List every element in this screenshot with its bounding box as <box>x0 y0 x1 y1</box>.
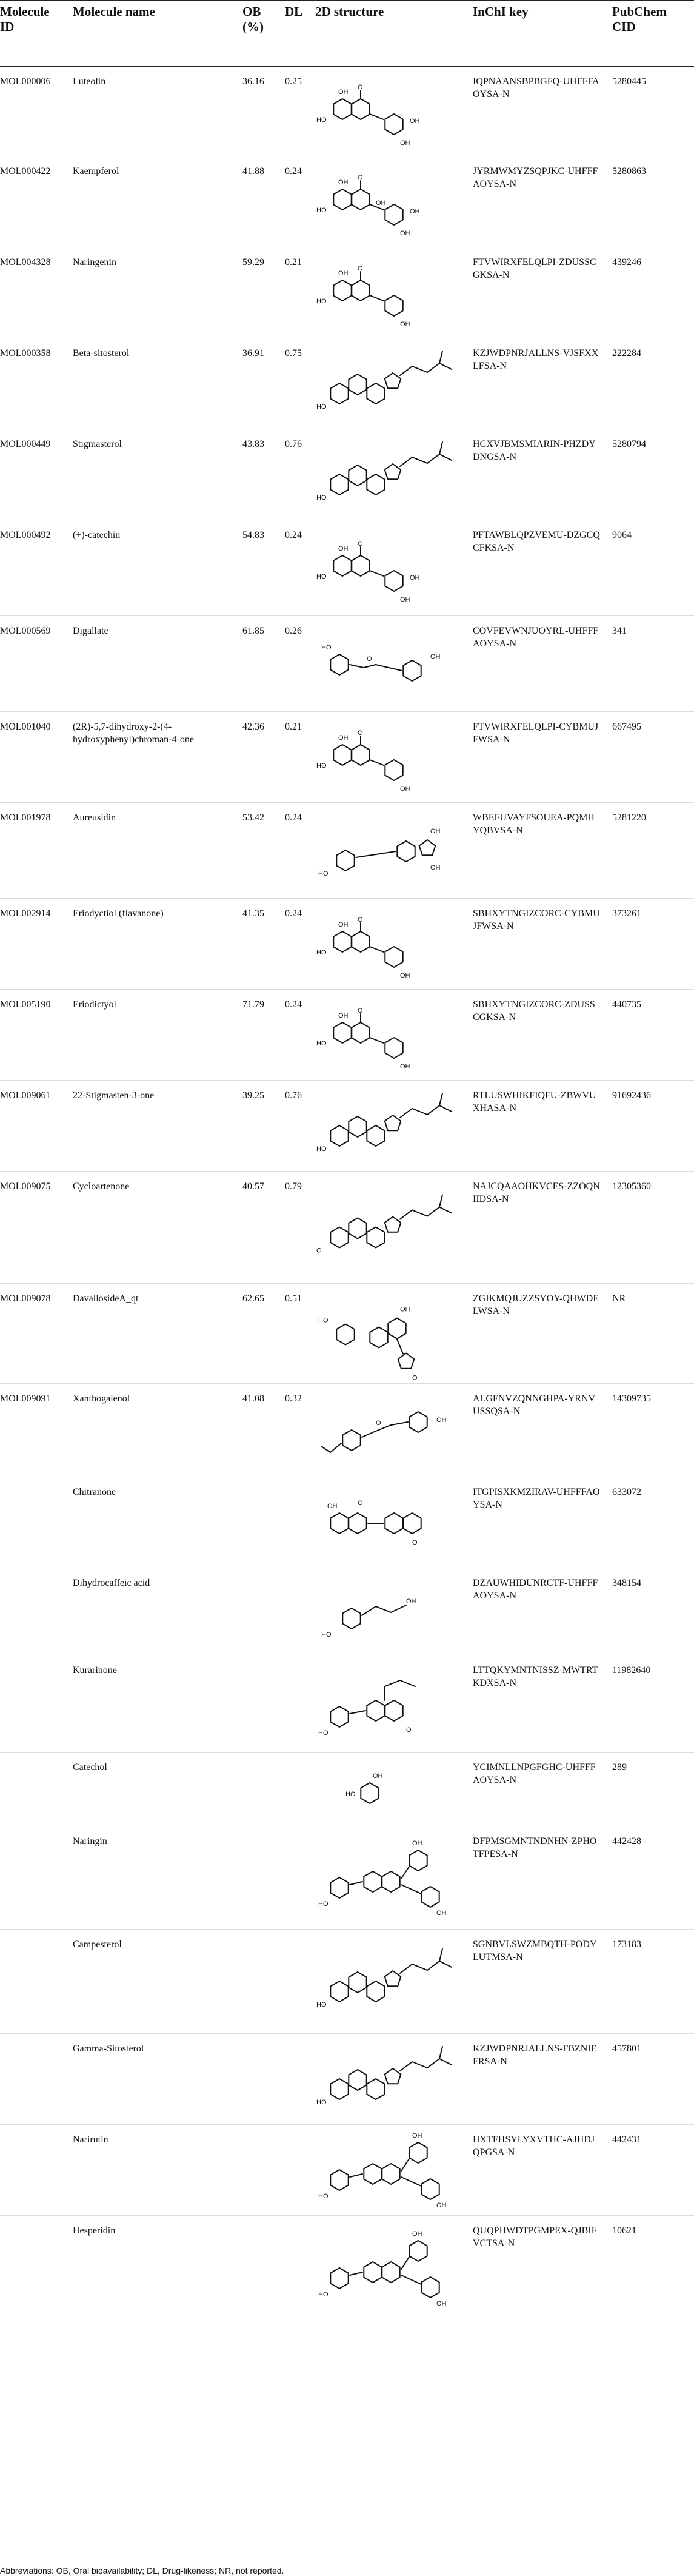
dl-cell: 0.79 <box>285 1181 302 1192</box>
structure-diagram <box>315 1175 461 1281</box>
header-dl: DL <box>285 4 303 19</box>
svg-text:HO: HO <box>316 949 327 956</box>
table-row <box>0 67 694 156</box>
molecule-id-cell: MOL000358 <box>0 348 51 358</box>
svg-text:OH: OH <box>400 972 410 979</box>
molecule-id-cell <box>0 2125 58 2133</box>
table-row <box>0 1477 694 1568</box>
structure-cell <box>315 990 464 1078</box>
inchi-key-cell: ITGPISXKMZIRAV-UHFFFAOYSA-N <box>473 1487 600 1510</box>
structure-diagram <box>315 160 461 245</box>
pubchem-cid-cell: 5280863 <box>612 166 646 176</box>
pubchem-cid-cell: 667495 <box>612 722 641 732</box>
inchi-key-cell: QUQPHWDTPGMPEX-QJBIFVCTSA-N <box>473 2225 597 2249</box>
ob-cell: 71.79 <box>242 999 264 1010</box>
structure-cell <box>315 1826 464 1927</box>
dl-cell: 0.32 <box>285 1394 302 1404</box>
dl-cell: 0.51 <box>285 1293 302 1304</box>
molecule-name-cell: (2R)-5,7-dihydroxy-2-(4-hydroxyphenyl)chroman-4-one <box>73 722 194 745</box>
svg-text:OH: OH <box>436 2300 447 2307</box>
molecule-name-cell: Narirutin <box>73 2135 108 2145</box>
structure-diagram <box>315 1659 461 1750</box>
ob-cell: 42.36 <box>242 722 264 732</box>
pubchem-cid-cell: 91692436 <box>612 1090 651 1101</box>
molecule-id-cell: MOL001978 <box>0 813 51 823</box>
structure-diagram <box>315 902 461 987</box>
structure-cell <box>315 1081 464 1169</box>
molecule-name-cell: Xanthogalenol <box>73 1394 130 1404</box>
structure-diagram <box>315 1084 461 1169</box>
svg-text:OH: OH <box>412 2230 422 2238</box>
structure-diagram <box>315 342 461 427</box>
header-molecule-id: Molecule ID <box>0 4 50 34</box>
dl-cell <box>285 1568 312 1577</box>
svg-text:OH: OH <box>338 270 349 277</box>
dl-cell <box>285 1655 312 1664</box>
header-structure: 2D structure <box>315 4 384 19</box>
molecule-name-cell: Campesterol <box>73 1939 122 1950</box>
table-footnote: Abbreviations: OB, Oral bioavailability; DL, Drug-likeness; NR, not reported. <box>0 2563 694 2575</box>
molecule-name-cell: Dihydrocaffeic acid <box>73 1578 150 1588</box>
structure-cell <box>315 803 464 896</box>
ob-cell <box>242 2216 279 2224</box>
structure-diagram <box>315 1387 461 1475</box>
structure-cell <box>315 1568 464 1653</box>
svg-text:OH: OH <box>327 1503 338 1510</box>
svg-text:OH: OH <box>436 2202 447 2209</box>
svg-text:HO: HO <box>321 1631 332 1639</box>
svg-text:O: O <box>358 1500 363 1507</box>
molecule-id-cell: MOL000449 <box>0 439 51 449</box>
ob-cell <box>242 2125 279 2133</box>
svg-text:OH: OH <box>410 118 420 125</box>
table-header <box>0 0 694 67</box>
svg-text:OH: OH <box>376 200 386 207</box>
ob-cell <box>242 1930 279 1938</box>
table-row <box>0 1568 694 1655</box>
svg-text:OH: OH <box>436 1417 447 1424</box>
inchi-key-cell: DZAUWHIDUNRCTF-UHFFFAOYSA-N <box>473 1578 598 1601</box>
molecule-id-cell <box>0 1753 58 1761</box>
inchi-key-cell: JYRMWMYZSQPJKC-UHFFFAOYSA-N <box>473 166 598 189</box>
inchi-key-cell: DFPMSGMNTNDNHN-ZPHOTFPESA-N <box>473 1836 597 1859</box>
svg-text:HO: HO <box>318 1729 329 1737</box>
molecule-id-cell: MOL002914 <box>0 908 51 919</box>
molecule-name-cell: Kaempferol <box>73 166 119 176</box>
molecule-name-cell: (+)-catechin <box>73 530 121 540</box>
svg-text:OH: OH <box>338 734 349 742</box>
inchi-key-cell: YCIMNLLNPGFGHC-UHFFFAOYSA-N <box>473 1762 596 1785</box>
molecule-id-cell: MOL000492 <box>0 530 51 540</box>
table-row <box>0 1930 694 2034</box>
svg-text:HO: HO <box>316 207 327 214</box>
svg-text:HO: HO <box>316 116 327 124</box>
structure-cell <box>315 899 464 987</box>
dl-cell <box>285 2125 312 2133</box>
structure-diagram <box>315 993 461 1078</box>
structure-diagram <box>315 807 461 896</box>
inchi-key-cell: LTTQKYMNTNISSZ-MWTRTKDXSA-N <box>473 1665 598 1688</box>
inchi-key-cell: IQPNAANSBPBGFQ-UHFFFAOYSA-N <box>473 76 599 99</box>
svg-text:O: O <box>367 656 372 663</box>
molecule-id-cell <box>0 1826 58 1835</box>
svg-text:OH: OH <box>412 2132 422 2139</box>
svg-text:OH: OH <box>430 864 441 871</box>
dl-cell: 0.25 <box>285 76 302 87</box>
structure-cell <box>315 247 464 336</box>
svg-text:OH: OH <box>406 1598 416 1605</box>
svg-text:OH: OH <box>400 1306 410 1313</box>
dl-cell <box>285 1826 312 1835</box>
structure-cell <box>315 1655 464 1750</box>
svg-text:O: O <box>358 1007 363 1015</box>
svg-text:HO: HO <box>318 2291 329 2298</box>
molecule-name-cell: Chitranone <box>73 1487 116 1497</box>
svg-text:HO: HO <box>345 1791 356 1798</box>
svg-text:HO: HO <box>316 1040 327 1047</box>
dl-cell: 0.24 <box>285 166 302 176</box>
pubchem-cid-cell: 12305360 <box>612 1181 651 1192</box>
pubchem-cid-cell: 9064 <box>612 530 632 540</box>
pubchem-cid-cell: 457801 <box>612 2044 641 2054</box>
table-row <box>0 1826 694 1930</box>
table-row <box>0 338 694 429</box>
ob-cell <box>242 1568 279 1577</box>
svg-text:O: O <box>412 1539 418 1546</box>
svg-text:OH: OH <box>410 208 420 215</box>
molecule-id-cell: MOL005190 <box>0 999 51 1010</box>
molecule-id-cell <box>0 2034 58 2042</box>
structure-diagram <box>315 1830 461 1927</box>
structure-cell <box>315 1284 464 1381</box>
molecule-id-cell: MOL000006 <box>0 76 51 87</box>
structure-diagram <box>315 1481 461 1566</box>
svg-text:OH: OH <box>436 1910 447 1917</box>
structure-cell <box>315 1384 464 1475</box>
ob-cell: 36.91 <box>242 348 264 358</box>
svg-text:HO: HO <box>318 1900 329 1908</box>
structure-cell <box>315 1753 464 1824</box>
structure-diagram <box>315 1572 461 1653</box>
ob-cell: 61.85 <box>242 626 264 636</box>
structure-diagram <box>315 716 461 800</box>
dl-cell: 0.21 <box>285 257 302 267</box>
inchi-key-cell: ZGIKMQJUZZSYOY-QHWDELWSA-N <box>473 1293 599 1317</box>
molecule-name-cell: Stigmasterol <box>73 439 122 449</box>
svg-text:OH: OH <box>373 1773 383 1780</box>
svg-text:OH: OH <box>400 1063 410 1070</box>
structure-cell <box>315 156 464 245</box>
svg-text:HO: HO <box>316 573 327 580</box>
structure-diagram <box>315 2128 461 2213</box>
table-row <box>0 1284 694 1384</box>
structure-cell <box>315 2125 464 2213</box>
molecule-name-cell: Naringenin <box>73 257 116 267</box>
structure-diagram <box>315 70 461 154</box>
ob-cell: 53.42 <box>242 813 264 823</box>
ob-cell <box>242 1753 279 1761</box>
table-row <box>0 2125 694 2216</box>
pubchem-cid-cell: 348154 <box>612 1578 641 1588</box>
structure-cell <box>315 67 464 154</box>
dl-cell <box>285 2034 312 2042</box>
inchi-key-cell: RTLUSWHIKFIQFU-ZBWVUXHASA-N <box>473 1090 596 1113</box>
svg-text:OH: OH <box>338 179 349 186</box>
molecule-name-cell: DavallosideA_qt <box>73 1293 139 1304</box>
table-row <box>0 1655 694 1753</box>
table-row <box>0 1753 694 1826</box>
dl-cell <box>285 1753 312 1761</box>
table-row <box>0 1172 694 1284</box>
svg-text:HO: HO <box>316 762 327 770</box>
table-row <box>0 616 694 712</box>
svg-text:O: O <box>358 916 363 924</box>
structure-cell <box>315 2034 464 2122</box>
svg-text:HO: HO <box>316 2001 327 2008</box>
pubchem-cid-cell: 222284 <box>612 348 641 358</box>
header-pubchem-cid: PubChem CID <box>612 4 667 34</box>
ob-cell: 62.65 <box>242 1293 264 1304</box>
ob-cell: 41.08 <box>242 1394 264 1404</box>
molecule-id-cell: MOL009061 <box>0 1090 51 1101</box>
molecule-name-cell: Eriodictyol <box>73 999 116 1010</box>
svg-text:OH: OH <box>430 653 441 660</box>
svg-text:O: O <box>358 174 363 181</box>
svg-text:OH: OH <box>410 574 420 582</box>
molecule-id-cell: MOL001040 <box>0 722 51 732</box>
table-row <box>0 2034 694 2125</box>
ob-cell <box>242 1655 279 1664</box>
dl-cell: 0.24 <box>285 813 302 823</box>
svg-text:HO: HO <box>316 403 327 411</box>
inchi-key-cell: NAJCQAAOHKVCES-ZZOQNIIDSA-N <box>473 1181 600 1204</box>
table-row <box>0 803 694 899</box>
pubchem-cid-cell: 440735 <box>612 999 641 1010</box>
molecule-id-cell <box>0 2216 58 2224</box>
ob-cell <box>242 1477 279 1486</box>
inchi-key-cell: SGNBVLSWZMBQTH-PODYLUTMSA-N <box>473 1939 597 1962</box>
svg-text:OH: OH <box>338 89 349 96</box>
ob-cell: 59.29 <box>242 257 264 267</box>
molecule-id-cell <box>0 1655 58 1664</box>
pubchem-cid-cell: 5280445 <box>612 76 646 87</box>
svg-text:HO: HO <box>321 644 332 651</box>
molecule-name-cell: Naringin <box>73 1836 107 1846</box>
structure-cell <box>315 712 464 800</box>
svg-text:OH: OH <box>400 785 410 793</box>
inchi-key-cell: WBEFUVAYFSOUEA-PQMHYQBVSA-N <box>473 813 595 836</box>
pubchem-cid-cell: 373261 <box>612 908 641 919</box>
pubchem-cid-cell: 11982640 <box>612 1665 651 1675</box>
svg-text:OH: OH <box>400 596 410 603</box>
svg-text:OH: OH <box>412 1840 422 1847</box>
table-row <box>0 520 694 616</box>
structure-cell <box>315 2216 464 2319</box>
svg-text:HO: HO <box>316 494 327 501</box>
svg-text:O: O <box>358 730 363 737</box>
molecule-id-cell: MOL004328 <box>0 257 51 267</box>
ob-cell: 41.88 <box>242 166 264 176</box>
inchi-key-cell: PFTAWBLQPZVEMU-DZGCQCFKSA-N <box>473 530 600 553</box>
structure-cell <box>315 1477 464 1566</box>
svg-text:OH: OH <box>430 828 441 835</box>
dl-cell: 0.24 <box>285 999 302 1010</box>
molecule-id-cell: MOL009075 <box>0 1181 51 1192</box>
molecule-id-cell: MOL000569 <box>0 626 51 636</box>
svg-text:OH: OH <box>400 230 410 237</box>
ob-cell: 39.25 <box>242 1090 264 1101</box>
molecule-name-cell: Cycloartenone <box>73 1181 130 1192</box>
structure-diagram <box>315 620 461 709</box>
molecule-name-cell: Gamma-Sitosterol <box>73 2044 144 2054</box>
pubchem-cid-cell: 341 <box>612 626 627 636</box>
molecule-name-cell: Kurarinone <box>73 1665 117 1675</box>
pubchem-cid-cell: 439246 <box>612 257 641 267</box>
molecule-name-cell: Eriodyctiol (flavanone) <box>73 908 164 919</box>
table-body <box>0 67 694 2321</box>
structure-cell <box>315 616 464 709</box>
ob-cell: 43.83 <box>242 439 264 449</box>
svg-text:HO: HO <box>316 298 327 305</box>
ob-cell <box>242 1826 279 1835</box>
pubchem-cid-cell: 173183 <box>612 1939 641 1950</box>
molecule-id-cell <box>0 1477 58 1486</box>
ob-cell: 36.16 <box>242 76 264 87</box>
svg-text:O: O <box>358 265 363 272</box>
svg-text:OH: OH <box>400 321 410 328</box>
inchi-key-cell: COVFEVWNJUOYRL-UHFFFAOYSA-N <box>473 626 599 649</box>
molecule-name-cell: Luteolin <box>73 76 106 87</box>
structure-cell <box>315 1172 464 1281</box>
svg-text:HO: HO <box>316 2099 327 2106</box>
ob-cell: 41.35 <box>242 908 264 919</box>
dl-cell <box>285 1930 312 1938</box>
svg-text:O: O <box>358 540 363 548</box>
structure-diagram <box>315 1933 461 2031</box>
dl-cell: 0.24 <box>285 908 302 919</box>
svg-text:OH: OH <box>400 139 410 147</box>
inchi-key-cell: KZJWDPNRJALLNS-FBZNIEFRSA-N <box>473 2044 597 2067</box>
structure-cell <box>315 429 464 518</box>
pubchem-cid-cell: 442428 <box>612 1836 641 1846</box>
inchi-key-cell: ALGFNVZQNNGHPA-YRNVUSSQSA-N <box>473 1394 596 1417</box>
dl-cell: 0.26 <box>285 626 302 636</box>
svg-text:HO: HO <box>318 2193 329 2200</box>
dl-cell: 0.21 <box>285 722 302 732</box>
structure-diagram <box>315 433 461 518</box>
table-row <box>0 2216 694 2321</box>
table-row <box>0 712 694 803</box>
svg-text:OH: OH <box>338 545 349 552</box>
dl-cell: 0.75 <box>285 348 302 358</box>
molecule-name-cell: Catechol <box>73 1762 107 1773</box>
dl-cell <box>285 2216 312 2224</box>
structure-diagram <box>315 2219 461 2319</box>
inchi-key-cell: FTVWIRXFELQLPI-CYBMUJFWSA-N <box>473 722 599 745</box>
structure-cell <box>315 1930 464 2031</box>
pubchem-cid-cell: 289 <box>612 1762 627 1773</box>
svg-text:O: O <box>316 1247 322 1255</box>
ob-cell: 40.57 <box>242 1181 264 1192</box>
pubchem-cid-cell: 14309735 <box>612 1394 651 1404</box>
structure-diagram <box>315 251 461 336</box>
pubchem-cid-cell: 10621 <box>612 2225 636 2236</box>
molecule-name-cell: Digallate <box>73 626 108 636</box>
dl-cell: 0.76 <box>285 439 302 449</box>
structure-diagram <box>315 2038 461 2122</box>
molecule-name-cell: 22-Stigmasten-3-one <box>73 1090 155 1101</box>
dl-cell: 0.24 <box>285 530 302 540</box>
inchi-key-cell: SBHXYTNGIZCORC-ZDUSSCGKSA-N <box>473 999 595 1022</box>
dl-cell <box>285 1477 312 1486</box>
structure-diagram <box>315 1756 461 1824</box>
pubchem-cid-cell: 633072 <box>612 1487 641 1497</box>
svg-text:O: O <box>412 1374 418 1381</box>
molecule-name-cell: Aureusidin <box>73 813 116 823</box>
table-row <box>0 156 694 247</box>
pubchem-cid-cell: 442431 <box>612 2135 641 2145</box>
inchi-key-cell: SBHXYTNGIZCORC-CYBMUJFWSA-N <box>473 908 600 931</box>
table-row <box>0 247 694 338</box>
table-row <box>0 429 694 520</box>
molecule-id-cell: MOL009091 <box>0 1394 51 1404</box>
table-row <box>0 1384 694 1477</box>
ob-cell: 54.83 <box>242 530 264 540</box>
header-molecule-name: Molecule name <box>73 4 155 19</box>
header-ob: OB (%) <box>242 4 264 34</box>
inchi-key-cell: HCXVJBMSMIARIN-PHZDYDNGSA-N <box>473 439 596 462</box>
dl-cell: 0.76 <box>285 1090 302 1101</box>
pubchem-cid-cell: 5281220 <box>612 813 646 823</box>
table-row <box>0 990 694 1081</box>
svg-text:OH: OH <box>338 1012 349 1019</box>
molecule-id-cell: MOL009078 <box>0 1293 51 1304</box>
pubchem-cid-cell: 5280794 <box>612 439 646 449</box>
structure-diagram <box>315 1287 461 1381</box>
ob-cell <box>242 2034 279 2042</box>
header-inchi-key: InChI key <box>473 4 529 19</box>
svg-text:OH: OH <box>338 921 349 928</box>
svg-text:O: O <box>358 84 363 91</box>
structure-cell <box>315 520 464 614</box>
molecule-name-cell: Beta-sitosterol <box>73 348 130 358</box>
svg-text:HO: HO <box>318 870 329 877</box>
svg-text:HO: HO <box>318 1317 329 1324</box>
inchi-key-cell: HXTFHSYLYXVTHC-AJHDJQPGSA-N <box>473 2135 595 2158</box>
molecule-name-cell: Hesperidin <box>73 2225 116 2236</box>
table-row <box>0 1081 694 1172</box>
svg-text:O: O <box>406 1726 412 1734</box>
svg-text:HO: HO <box>316 1145 327 1153</box>
molecule-id-cell <box>0 1568 58 1577</box>
molecule-id-cell: MOL000422 <box>0 166 51 176</box>
pubchem-cid-cell: NR <box>612 1293 626 1304</box>
inchi-key-cell: KZJWDPNRJALLNS-VJSFXXLFSA-N <box>473 348 599 371</box>
structure-cell <box>315 338 464 427</box>
molecule-id-cell <box>0 1930 58 1938</box>
structure-diagram <box>315 524 461 614</box>
svg-text:O: O <box>376 1420 381 1427</box>
table-row <box>0 899 694 990</box>
inchi-key-cell: FTVWIRXFELQLPI-ZDUSSCGKSA-N <box>473 257 596 280</box>
